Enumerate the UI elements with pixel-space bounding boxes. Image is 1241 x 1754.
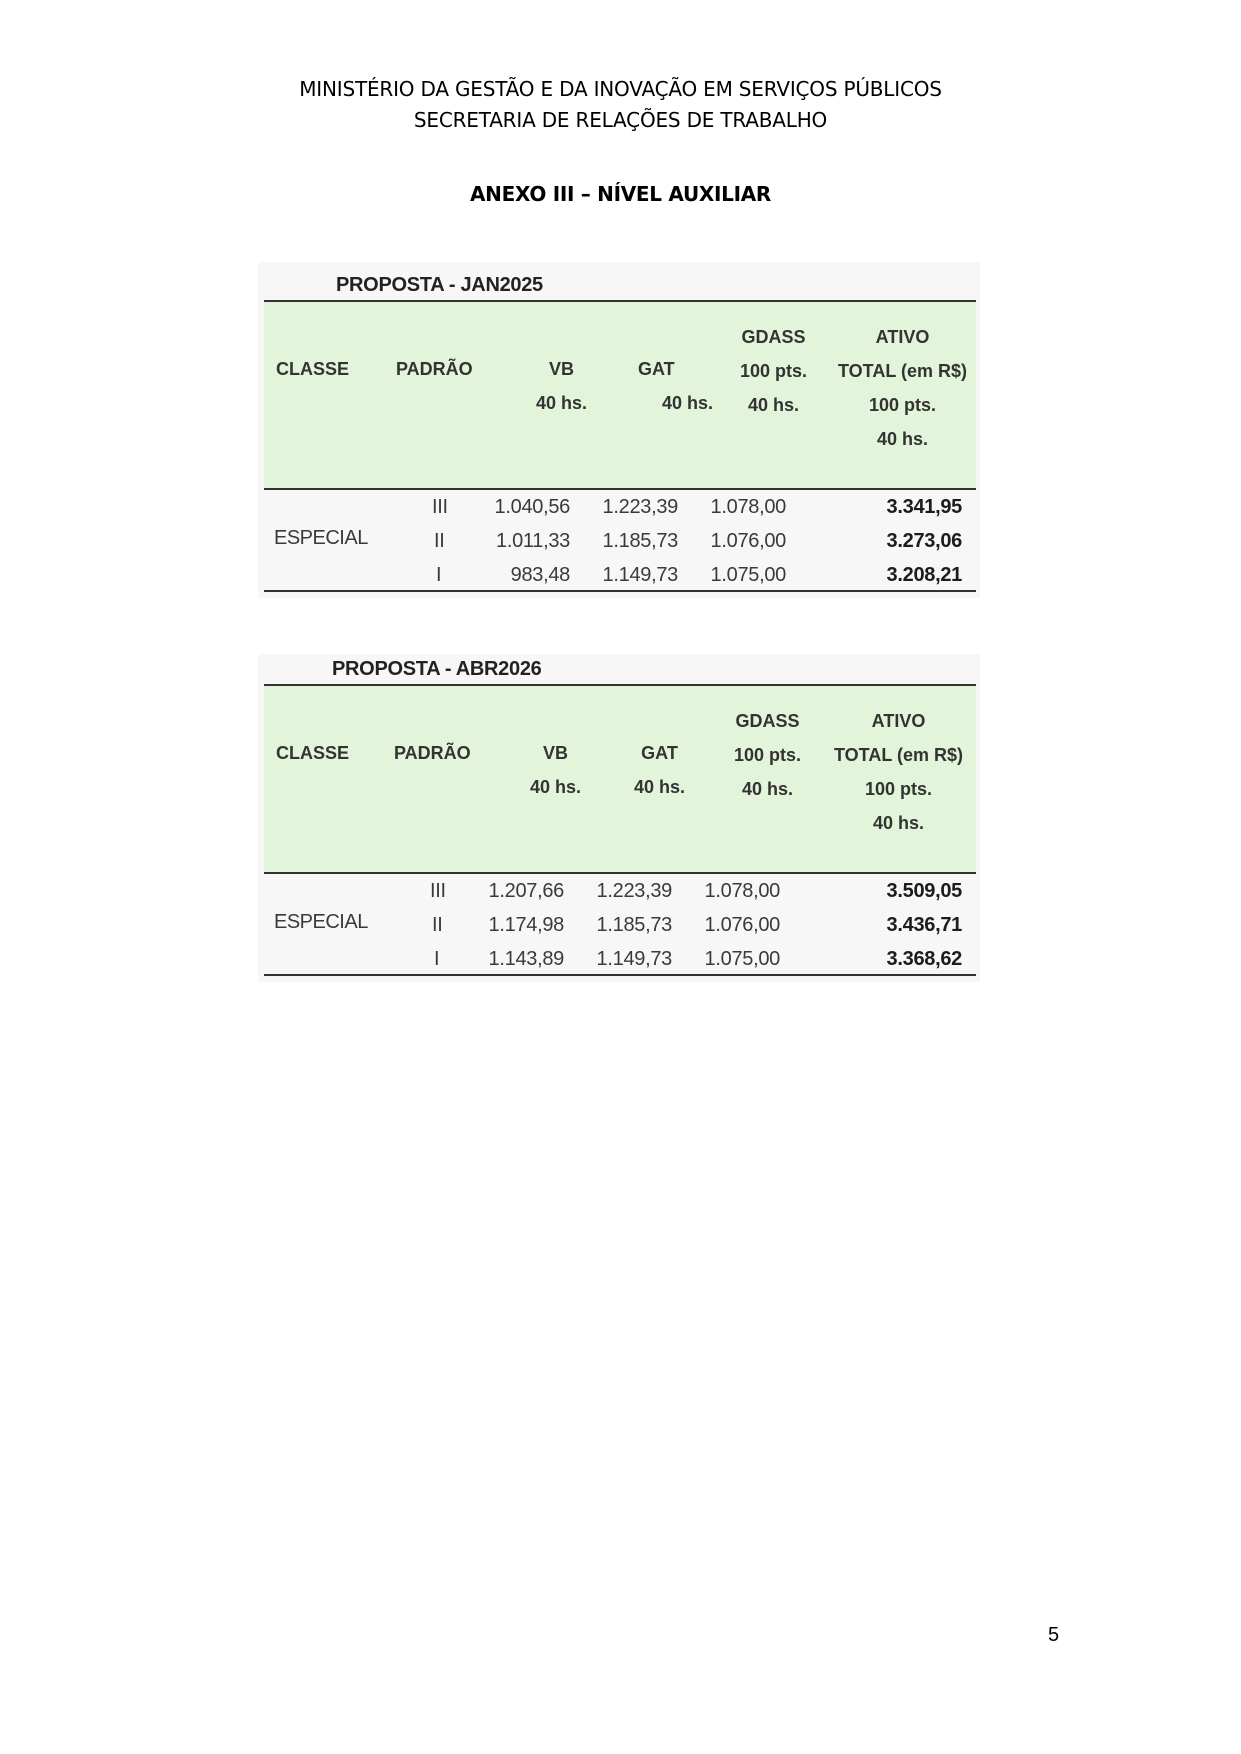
gat-cell: 1.149,73 (602, 564, 678, 586)
gdass-cell: 1.078,00 (710, 496, 786, 518)
gdass-cell: 1.075,00 (710, 564, 786, 586)
header-classe: CLASSE (276, 743, 350, 763)
header-padrao: PADRÃO (396, 359, 473, 379)
vb-cell: 1.040,56 (494, 496, 570, 518)
gat-cell: 1.149,73 (596, 948, 672, 970)
header-gdass: GDASS 100 pts. 40 hs. (740, 327, 808, 415)
header-gat: GAT 40 hs. (634, 743, 686, 797)
padrao-cell: II (434, 530, 445, 552)
padrao-cell: III (430, 880, 446, 902)
padrao-cell: I (434, 948, 440, 970)
classe-especial: ESPECIAL (274, 527, 368, 549)
gdass-cell: 1.078,00 (704, 880, 780, 902)
vb-cell: 983,48 (510, 564, 570, 586)
total-cell: 3.509,05 (886, 880, 962, 902)
table-header (264, 684, 976, 874)
header-gat: GAT 40 hs. (638, 359, 714, 413)
table-row (264, 490, 976, 524)
header-gdass: GDASS 100 pts. 40 hs. (734, 711, 802, 799)
proposal-title: PROPOSTA - JAN2025 (336, 274, 543, 296)
total-cell: 3.341,95 (886, 496, 962, 518)
total-cell: 3.273,06 (886, 530, 962, 552)
header-ativo-total: ATIVO TOTAL (em R$) 100 pts. 40 hs. (834, 711, 964, 833)
vb-cell: 1.143,89 (488, 948, 564, 970)
gdass-cell: 1.076,00 (710, 530, 786, 552)
gdass-cell: 1.075,00 (704, 948, 780, 970)
gat-cell: 1.185,73 (602, 530, 678, 552)
padrao-cell: III (432, 496, 448, 518)
page-number: 5 (1048, 1624, 1060, 1646)
header-vb: VB 40 hs. (536, 359, 588, 413)
header-ativo-total: ATIVO TOTAL (em R$) 100 pts. 40 hs. (838, 327, 968, 449)
table-body (264, 874, 976, 976)
padrao-cell: II (432, 914, 443, 936)
ministry-name: MINISTÉRIO DA GESTÃO E DA INOVAÇÃO EM SERVIÇOS PÚBLICOS (299, 77, 942, 101)
gat-cell: 1.223,39 (602, 496, 678, 518)
salary-table-jan2025 (258, 262, 980, 598)
secretariat-name: SECRETARIA DE RELAÇÕES DE TRABALHO (413, 108, 828, 132)
table-row (264, 558, 976, 592)
header-classe: CLASSE (276, 359, 350, 379)
classe-especial: ESPECIAL (274, 911, 368, 933)
padrao-cell: I (436, 564, 442, 586)
header-vb: VB 40 hs. (530, 743, 582, 797)
vb-cell: 1.174,98 (488, 914, 564, 936)
total-cell: 3.208,21 (886, 564, 962, 586)
table-header (264, 300, 976, 490)
proposal-title: PROPOSTA - ABR2026 (332, 658, 542, 680)
table-row (264, 874, 976, 908)
table-row (264, 524, 976, 558)
vb-cell: 1.011,33 (496, 530, 570, 552)
table-body (264, 490, 976, 592)
document-header (0, 74, 1241, 136)
header-padrao: PADRÃO (394, 743, 471, 763)
salary-table-abr2026 (258, 654, 980, 982)
gdass-cell: 1.076,00 (704, 914, 780, 936)
gat-cell: 1.185,73 (596, 914, 672, 936)
total-cell: 3.436,71 (886, 914, 962, 936)
table-row (264, 908, 976, 942)
gat-cell: 1.223,39 (596, 880, 672, 902)
annex-title: ANEXO III – NÍVEL AUXILIAR (469, 182, 772, 206)
table-row (264, 942, 976, 976)
total-cell: 3.368,62 (886, 948, 962, 970)
vb-cell: 1.207,66 (488, 880, 564, 902)
